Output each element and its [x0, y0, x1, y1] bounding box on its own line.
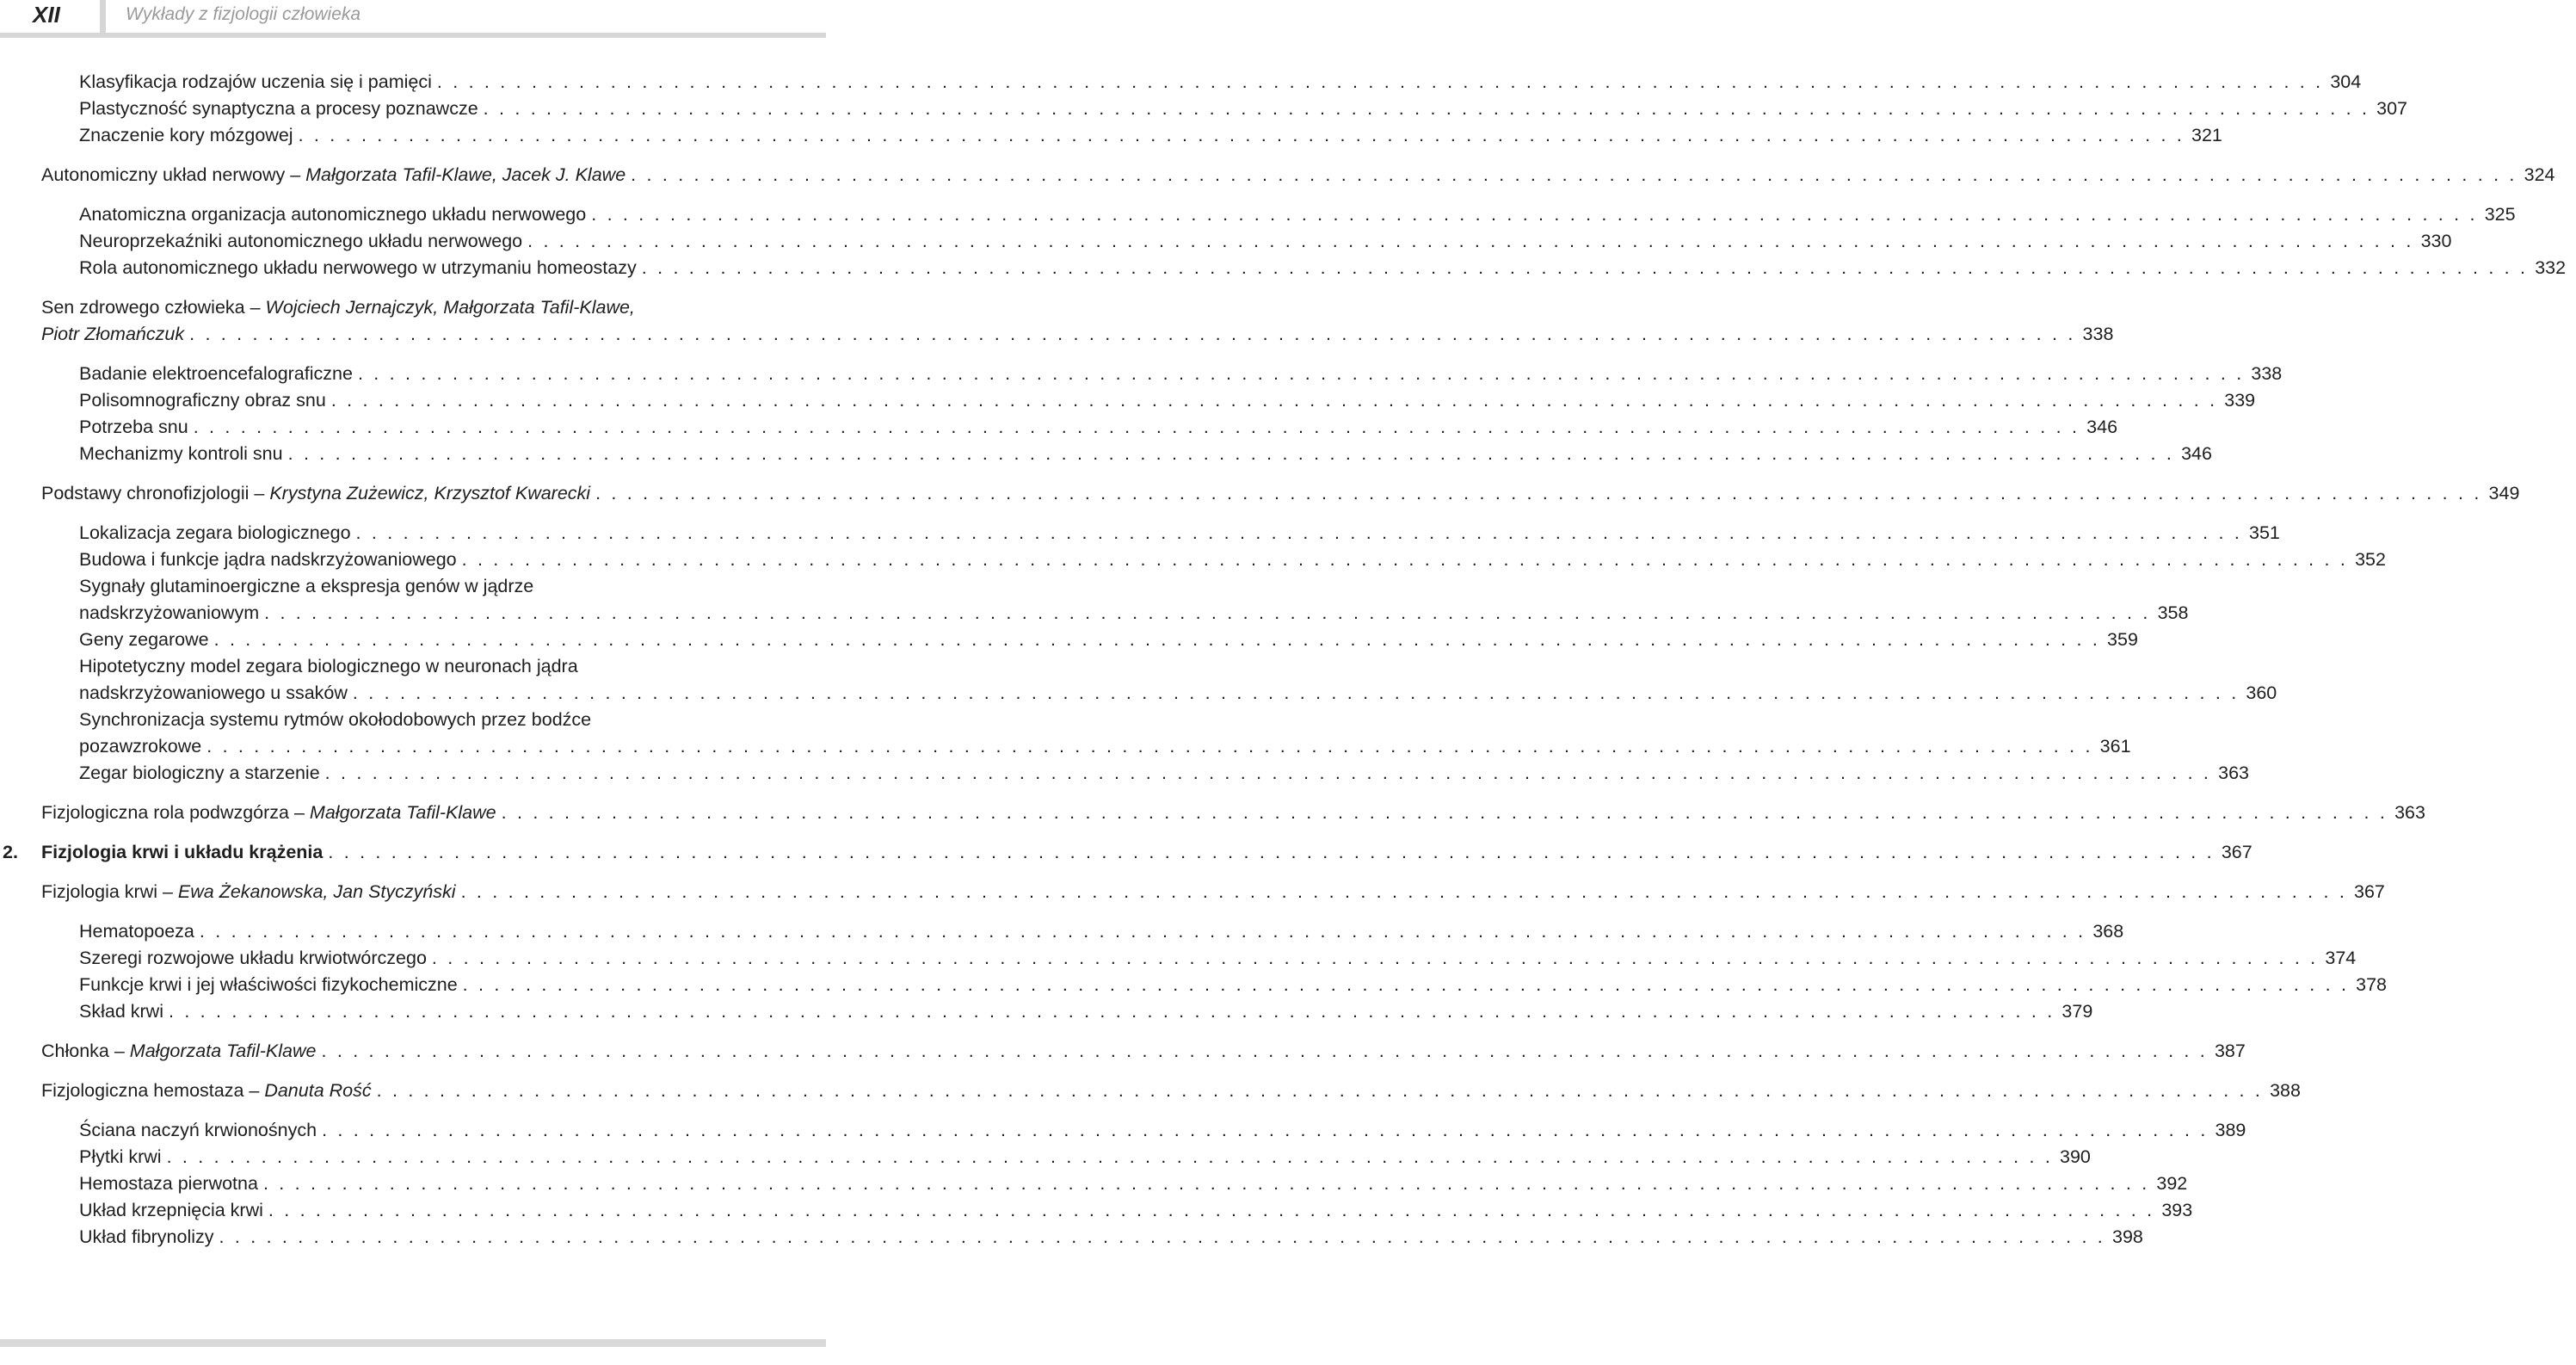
- toc-entry-row: [41, 321, 2114, 348]
- toc-entry-title-cell: [79, 255, 637, 281]
- toc-entry[interactable]: [0, 294, 2114, 348]
- toc-entry-row: [79, 945, 2357, 972]
- toc-entry-title-cell: [79, 680, 348, 707]
- toc-entry-title-cell: [79, 945, 427, 972]
- leader-dots: . . . . . . . . . . . . . . . . . . . . . . . . . . . . . . . . . . . . . . . . . . . . . . . . . . . . . . . . . . . . . . . . . . . . . . . . . . . . . . . . . . . . . . . . . . . . . . . . . . . . . . . . . . . . . . . . . . . . . . . .: [352, 682, 2240, 703]
- toc-entry-title: Polisomnograficzny obraz snu: [79, 390, 326, 411]
- leader-dots: . . . . . . . . . . . . . . . . . . . . . . . . . . . . . . . . . . . . . . . . . . . . . . . . . . . . . . . . . . . . . . . . . . . . . . . . . . . . . . . . . . . . . . . . . . . . . . . . . . . . . . . . . . . . . . . . . . . . . . . .: [287, 443, 2175, 464]
- toc-entry[interactable]: [0, 760, 2249, 787]
- page-number: 359: [2107, 629, 2138, 650]
- page-number: 398: [2111, 1226, 2143, 1247]
- toc-entry-title: Neuroprzekaźniki autonomicznego układu nerwowego: [79, 231, 523, 251]
- toc-entry-title-cell: [79, 1197, 263, 1224]
- toc-entry-title: Układ krzepnięcia krwi: [79, 1200, 263, 1220]
- page-number: 368: [2092, 921, 2124, 942]
- page-number: 339: [2224, 390, 2256, 411]
- toc-entry[interactable]: [0, 520, 2280, 547]
- toc-entry-row: [41, 839, 2252, 866]
- page-number: 351: [2249, 522, 2280, 543]
- leader-dots: . . . . . . . . . . . . . . . . . . . . . . . . . . . . . . . . . . . . . . . . . . . . . . . . . . . . . . . . . . . . . . . . . . . . . . . . . . . . . . . . . . . . . . . . . . . . . . . . . . . . . . . . . . . . . . . . . . . . . . . .: [431, 948, 2319, 968]
- toc-entry[interactable]: [0, 387, 2256, 414]
- book-title: Wykłady z fizjologii człowieka: [126, 4, 361, 24]
- toc-entry-title-cell: [79, 122, 293, 149]
- toc-entry-row: [79, 760, 2249, 787]
- toc-entry[interactable]: [0, 1144, 2091, 1170]
- toc-entry-row: [79, 255, 2567, 281]
- toc-entry-title-cell: [79, 547, 457, 573]
- toc-entry-row: [79, 1197, 2193, 1224]
- page-number: 361: [2099, 736, 2131, 757]
- header-divider: [100, 0, 106, 33]
- toc-entry-title: Budowa i funkcje jądra nadskrzyżowaniowego: [79, 549, 457, 570]
- page-number: 358: [2157, 602, 2189, 623]
- toc-entry[interactable]: [0, 480, 2520, 507]
- toc-spacer: [0, 866, 826, 879]
- toc-entry-title-cell: [79, 998, 163, 1025]
- leader-dots: . . . . . . . . . . . . . . . . . . . . . . . . . . . . . . . . . . . . . . . . . . . . . . . . . . . . . . . . . . . . . . . . . . . . . . . . . . . . . . . . . . . . . . . . . . . . . . . . . . . . . . . . . . . . . . . . . . . . . . . .: [436, 71, 2324, 92]
- toc-entry-title-cell: Fizjologiczna hemostaza – Danuta Rość: [41, 1080, 372, 1101]
- toc-entry-title-cell: [79, 387, 326, 414]
- toc-entry-title: Badanie elektroencefalograficzne: [79, 363, 353, 384]
- toc-entry-row: [79, 972, 2387, 998]
- toc-entry[interactable]: [0, 1117, 2246, 1144]
- section-number: 2.: [3, 842, 18, 862]
- leader-dots: . . . . . . . . . . . . . . . . . . . . . . . . . . . . . . . . . . . . . . . . . . . . . . . . . . . . . . . . . . . . . . . . . . . . . . . . . . . . . . . . . . . . . . . . . . . . . . . . . . . . . . . . . . . . . . . . . . . . . . . .: [199, 921, 2086, 942]
- toc-entry-title-cell: [79, 1117, 317, 1144]
- toc-entry-row: [79, 441, 2212, 467]
- page-number: 363: [2394, 802, 2425, 823]
- toc-entry[interactable]: [0, 918, 2124, 945]
- page-number: 392: [2156, 1173, 2188, 1194]
- leader-dots: . . . . . . . . . . . . . . . . . . . . . . . . . . . . . . . . . . . . . . . . . . . . . . . . . . . . . . . . . . . . . . . . . . . . . . . . . . . . . . . . . . . . . . . . . . . . . . . . . . . . . . . . . . . . . . . . . . . . . . . .: [322, 1120, 2209, 1140]
- toc-entry[interactable]: [0, 122, 2222, 149]
- toc-spacer: [0, 467, 826, 480]
- toc-spacer: [0, 905, 826, 918]
- toc-entry-row: [79, 998, 2093, 1025]
- toc-entry-row: [79, 918, 2124, 945]
- page-number: 360: [2246, 682, 2277, 703]
- toc-entry-row: [79, 228, 2452, 255]
- toc-entry-title-cell: [41, 839, 323, 866]
- toc-entry-row: [79, 520, 2280, 547]
- toc-entry-title-cell: [79, 918, 194, 945]
- toc-entry-title-cell: [79, 1224, 214, 1251]
- leader-dots: . . . . . . . . . . . . . . . . . . . . . . . . . . . . . . . . . . . . . . . . . . . . . . . . . . . . . . . . . . . . . . . . . . . . . . . . . . . . . . . . . . . . . . . . . . . . . . . . . . . . . . . . . . . . . . . . . . . . . . . .: [328, 842, 2215, 862]
- leader-dots: . . . . . . . . . . . . . . . . . . . . . . . . . . . . . . . . . . . . . . . . . . . . . . . . . . . . . . . . . . . . . . . . . . . . . . . . . . . . . . . . . . . . . . . . . . . . . . . . . . . . . . . . . . . . . . . . . . . . . . . .: [595, 483, 2482, 503]
- toc-entry-title-cell: [79, 600, 259, 627]
- footer-rule: [0, 1339, 826, 1347]
- leader-dots: . . . . . . . . . . . . . . . . . . . . . . . . . . . . . . . . . . . . . . . . . . . . . . . . . . . . . . . . . . . . . . . . . . . . . . . . . . . . . . . . . . . . . . . . . . . . . . . . . . . . . . . . . . . . . . . . . . . . . . . .: [641, 257, 2529, 278]
- toc-entry-title-cell: [79, 69, 432, 96]
- toc-entry[interactable]: [0, 707, 2131, 760]
- page-number: 325: [2484, 204, 2516, 225]
- toc-entry[interactable]: [0, 228, 2452, 255]
- toc-entry-title: Skład krwi: [79, 1001, 163, 1022]
- table-of-contents: [0, 69, 2567, 1251]
- toc-entry-row: [79, 387, 2256, 414]
- leader-dots: . . . . . . . . . . . . . . . . . . . . . . . . . . . . . . . . . . . . . . . . . . . . . . . . . . . . . . . . . . . . . . . . . . . . . . . . . . . . . . . . . . . . . . . . . . . . . . . . . . . . . . . . . . . . . . . . . . . . . . . .: [189, 324, 2076, 344]
- toc-entry-authors: Małgorzata Tafil-Klawe: [309, 802, 496, 823]
- toc-entry-row: [79, 1117, 2246, 1144]
- toc-entry-authors: Małgorzata Tafil-Klawe: [129, 1041, 317, 1061]
- toc-entry-authors: Krystyna Zużewicz, Krzysztof Kwarecki: [269, 483, 591, 503]
- page-number: 332: [2535, 257, 2567, 278]
- toc-entry-title: Potrzeba snu: [79, 417, 188, 437]
- toc-entry-title-cell: Fizjologiczna rola podwzgórza – Małgorzata Tafil-Klawe: [41, 802, 496, 823]
- toc-entry-title: Klasyfikacja rodzajów uczenia się i pamięci: [79, 71, 432, 92]
- page-number: 367: [2354, 881, 2385, 902]
- page-number: 378: [2356, 974, 2387, 995]
- toc-entry-row: [79, 96, 2407, 122]
- leader-dots: . . . . . . . . . . . . . . . . . . . . . . . . . . . . . . . . . . . . . . . . . . . . . . . . . . . . . . . . . . . . . . . . . . . . . . . . . . . . . . . . . . . . . . . . . . . . . . . . . . . . . . . . . . . . . . . . . . . . . . . .: [501, 802, 2388, 823]
- toc-entry-title: Autonomiczny układ nerwowy: [41, 164, 286, 185]
- leader-dots: . . . . . . . . . . . . . . . . . . . . . . . . . . . . . . . . . . . . . . . . . . . . . . . . . . . . . . . . . . . . . . . . . . . . . . . . . . . . . . . . . . . . . . . . . . . . . . . . . . . . . . . . . . . . . . . . . . . . . . . .: [268, 1200, 2155, 1220]
- toc-entry-title-cell: [79, 1144, 162, 1170]
- toc-entry-row: [79, 680, 2277, 707]
- toc-entry-row: [79, 122, 2222, 149]
- toc-entry-title-cell: Podstawy chronofizjologii – Krystyna Zużewicz, Krzysztof Kwarecki: [41, 483, 591, 503]
- leader-dots: . . . . . . . . . . . . . . . . . . . . . . . . . . . . . . . . . . . . . . . . . . . . . . . . . . . . . . . . . . . . . . . . . . . . . . . . . . . . . . . . . . . . . . . . . . . . . . . . . . . . . . . . . . . . . . . . . . . . . . . .: [324, 763, 2212, 783]
- toc-spacer: [0, 507, 826, 520]
- toc-entry-title: Szeregi rozwojowe układu krwiotwórczego: [79, 948, 427, 968]
- page-number: 307: [2376, 98, 2407, 119]
- page-number: 346: [2181, 443, 2212, 464]
- page-number: 379: [2061, 1001, 2093, 1022]
- toc-spacer: [0, 1104, 826, 1117]
- toc-entry-title-cell: [79, 733, 201, 760]
- leader-dots: . . . . . . . . . . . . . . . . . . . . . . . . . . . . . . . . . . . . . . . . . . . . . . . . . . . . . . . . . . . . . . . . . . . . . . . . . . . . . . . . . . . . . . . . . . . . . . . . . . . . . . . . . . . . . . . . . . . . . . . .: [298, 125, 2185, 145]
- toc-entry-title: Funkcje krwi i jej właściwości fizykochemiczne: [79, 974, 458, 995]
- page-number: 330: [2420, 231, 2452, 251]
- page-number-roman: XII: [33, 2, 60, 28]
- page-number: 349: [2488, 483, 2520, 503]
- leader-dots: . . . . . . . . . . . . . . . . . . . . . . . . . . . . . . . . . . . . . . . . . . . . . . . . . . . . . . . . . . . . . . . . . . . . . . . . . . . . . . . . . . . . . . . . . . . . . . . . . . . . . . . . . . . . . . . . . . . . . . . .: [213, 629, 2101, 650]
- toc-entry-title: Lokalizacja zegara biologicznego: [79, 522, 351, 543]
- leader-dots: . . . . . . . . . . . . . . . . . . . . . . . . . . . . . . . . . . . . . . . . . . . . . . . . . . . . . . . . . . . . . . . . . . . . . . . . . . . . . . . . . . . . . . . . . . . . . . . . . . . . . . . . . . . . . . . . . . . . . . . .: [330, 390, 2218, 411]
- toc-entry-title-line: Sen zdrowego człowieka – Wojciech Jernajczyk, Małgorzata Tafil-Klawe,: [41, 297, 635, 318]
- toc-entry[interactable]: [0, 945, 2357, 972]
- page-number: 304: [2330, 71, 2362, 92]
- page-number: 388: [2270, 1080, 2301, 1101]
- toc-entry-authors: Ewa Żekanowska, Jan Styczyński: [177, 881, 456, 902]
- toc-entry[interactable]: [0, 627, 2138, 653]
- toc-entry[interactable]: [0, 1038, 2246, 1065]
- toc-entry-title: Fizjologia krwi i układu krążenia: [41, 842, 324, 862]
- toc-spacer: [0, 826, 826, 839]
- leader-dots: . . . . . . . . . . . . . . . . . . . . . . . . . . . . . . . . . . . . . . . . . . . . . . . . . . . . . . . . . . . . . . . . . . . . . . . . . . . . . . . . . . . . . . . . . . . . . . . . . . . . . . . . . . . . . . . . . . . . . . . .: [462, 974, 2350, 995]
- page-number: 321: [2191, 125, 2222, 145]
- toc-entry[interactable]: [0, 1197, 2193, 1224]
- toc-entry-title-line1: Synchronizacja systemu rytmów okołodobowych przez bodźce: [79, 709, 592, 730]
- toc-entry-title: Znaczenie kory mózgowej: [79, 125, 293, 145]
- toc-entry-title-cell: [79, 414, 188, 441]
- page-number: 387: [2214, 1041, 2246, 1061]
- toc-entry-authors-line2: Piotr Złomańczuk: [41, 324, 185, 344]
- toc-entry-title: Hemostaza pierwotna: [79, 1173, 258, 1194]
- toc-entry-title: Rola autonomicznego układu nerwowego w utrzymaniu homeostazy: [79, 257, 637, 278]
- page-number: 363: [2218, 763, 2249, 783]
- toc-entry-row: [79, 69, 2362, 96]
- leader-dots: . . . . . . . . . . . . . . . . . . . . . . . . . . . . . . . . . . . . . . . . . . . . . . . . . . . . . . . . . . . . . . . . . . . . . . . . . . . . . . . . . . . . . . . . . . . . . . . . . . . . . . . . . . . . . . . . . . . . . . . .: [355, 522, 2242, 543]
- leader-dots: . . . . . . . . . . . . . . . . . . . . . . . . . . . . . . . . . . . . . . . . . . . . . . . . . . . . . . . . . . . . . . . . . . . . . . . . . . . . . . . . . . . . . . . . . . . . . . . . . . . . . . . . . . . . . . . . . . . . . . . .: [357, 363, 2245, 384]
- page-number: 338: [2251, 363, 2283, 384]
- toc-entry-title: Zegar biologiczny a starzenie: [79, 763, 320, 783]
- toc-entry-title: Chłonka: [41, 1041, 109, 1061]
- toc-entry-row: [41, 480, 2520, 507]
- page-number: 338: [2082, 324, 2114, 344]
- toc-entry-title-cell: [79, 96, 478, 122]
- toc-spacer: [0, 1065, 826, 1078]
- toc-entry-row: [41, 800, 2425, 826]
- page-number: 374: [2325, 948, 2357, 968]
- toc-entry-title-cell: [79, 972, 458, 998]
- toc-entry-row: [41, 162, 2555, 188]
- leader-dots: . . . . . . . . . . . . . . . . . . . . . . . . . . . . . . . . . . . . . . . . . . . . . . . . . . . . . . . . . . . . . . . . . . . . . . . . . . . . . . . . . . . . . . . . . . . . . . . . . . . . . . . . . . . . . . . . . . . . . . . .: [591, 204, 2478, 225]
- toc-entry-row: [79, 201, 2516, 228]
- toc-entry-title-cell: [41, 321, 184, 348]
- toc-entry[interactable]: [0, 255, 2567, 281]
- toc-entry-authors: Wojciech Jernajczyk, Małgorzata Tafil-Klawe,: [265, 297, 635, 318]
- toc-entry-row: [79, 600, 2189, 627]
- page-number: 367: [2221, 842, 2252, 862]
- leader-dots: . . . . . . . . . . . . . . . . . . . . . . . . . . . . . . . . . . . . . . . . . . . . . . . . . . . . . . . . . . . . . . . . . . . . . . . . . . . . . . . . . . . . . . . . . . . . . . . . . . . . . . . . . . . . . . . . . . . . . . . .: [631, 164, 2517, 185]
- toc-entry-row: [79, 1224, 2143, 1251]
- toc-entry-title: Plastyczność synaptyczna a procesy poznawcze: [79, 98, 478, 119]
- page-number: 346: [2086, 417, 2118, 437]
- toc-entry-title-cell: [79, 441, 283, 467]
- toc-entry[interactable]: [0, 201, 2516, 228]
- toc-entry[interactable]: [0, 96, 2407, 122]
- toc-entry-authors: Danuta Rość: [264, 1080, 372, 1101]
- toc-spacer: [0, 1025, 826, 1038]
- toc-entry-title-cell: Chłonka – Małgorzata Tafil-Klawe: [41, 1041, 317, 1061]
- toc-entry[interactable]: [0, 361, 2283, 387]
- toc-spacer: [0, 149, 826, 162]
- toc-entry[interactable]: [0, 162, 2555, 188]
- page-number: 393: [2161, 1200, 2193, 1220]
- toc-spacer: [0, 281, 826, 294]
- toc-entry[interactable]: [0, 800, 2425, 826]
- toc-entry-title: Układ fibrynolizy: [79, 1226, 214, 1247]
- leader-dots: . . . . . . . . . . . . . . . . . . . . . . . . . . . . . . . . . . . . . . . . . . . . . . . . . . . . . . . . . . . . . . . . . . . . . . . . . . . . . . . . . . . . . . . . . . . . . . . . . . . . . . . . . . . . . . . . . . . . . . . .: [321, 1041, 2208, 1061]
- toc-entry-row: [79, 1170, 2188, 1197]
- leader-dots: . . . . . . . . . . . . . . . . . . . . . . . . . . . . . . . . . . . . . . . . . . . . . . . . . . . . . . . . . . . . . . . . . . . . . . . . . . . . . . . . . . . . . . . . . . . . . . . . . . . . . . . . . . . . . . . . . . . . . . . .: [219, 1226, 2105, 1247]
- toc-entry-title-cell: Autonomiczny układ nerwowy – Małgorzata Tafil-Klawe, Jacek J. Klawe: [41, 164, 626, 185]
- leader-dots: . . . . . . . . . . . . . . . . . . . . . . . . . . . . . . . . . . . . . . . . . . . . . . . . . . . . . . . . . . . . . . . . . . . . . . . . . . . . . . . . . . . . . . . . . . . . . . . . . . . . . . . . . . . . . . . . . . . . . . . .: [166, 1146, 2054, 1167]
- toc-entry-title-line2: nadskrzyżowaniowym: [79, 602, 260, 623]
- leader-dots: . . . . . . . . . . . . . . . . . . . . . . . . . . . . . . . . . . . . . . . . . . . . . . . . . . . . . . . . . . . . . . . . . . . . . . . . . . . . . . . . . . . . . . . . . . . . . . . . . . . . . . . . . . . . . . . . . . . . . . . .: [461, 549, 2349, 570]
- toc-entry-row: [41, 1038, 2246, 1065]
- toc-entry-row: [41, 879, 2385, 905]
- toc-entry-row: [79, 361, 2283, 387]
- toc-entry[interactable]: [0, 998, 2093, 1025]
- toc-entry-row: [79, 1144, 2091, 1170]
- toc-entry-title: Geny zegarowe: [79, 629, 209, 650]
- toc-entry-title: Fizjologiczna hemostaza: [41, 1080, 244, 1101]
- toc-entry-title-cell: [79, 228, 522, 255]
- toc-entry-row: [79, 627, 2138, 653]
- leader-dots: . . . . . . . . . . . . . . . . . . . . . . . . . . . . . . . . . . . . . . . . . . . . . . . . . . . . . . . . . . . . . . . . . . . . . . . . . . . . . . . . . . . . . . . . . . . . . . . . . . . . . . . . . . . . . . . . . . . . . . . .: [527, 231, 2414, 251]
- toc-entry-title: Mechanizmy kontroli snu: [79, 443, 283, 464]
- toc-entry-title: Ściana naczyń krwionośnych: [79, 1120, 317, 1140]
- toc-entry-title: Fizjologiczna rola podwzgórza: [41, 802, 290, 823]
- toc-entry[interactable]: [0, 69, 2362, 96]
- leader-dots: . . . . . . . . . . . . . . . . . . . . . . . . . . . . . . . . . . . . . . . . . . . . . . . . . . . . . . . . . . . . . . . . . . . . . . . . . . . . . . . . . . . . . . . . . . . . . . . . . . . . . . . . . . . . . . . . . . . . . . . .: [483, 98, 2370, 119]
- page-number: 324: [2524, 164, 2555, 185]
- leader-dots: . . . . . . . . . . . . . . . . . . . . . . . . . . . . . . . . . . . . . . . . . . . . . . . . . . . . . . . . . . . . . . . . . . . . . . . . . . . . . . . . . . . . . . . . . . . . . . . . . . . . . . . . . . . . . . . . . . . . . . . .: [168, 1001, 2055, 1022]
- toc-entry-title-line1: Sygnały glutaminoergiczne a ekspresja genów w jądrze: [79, 576, 534, 596]
- leader-dots: . . . . . . . . . . . . . . . . . . . . . . . . . . . . . . . . . . . . . . . . . . . . . . . . . . . . . . . . . . . . . . . . . . . . . . . . . . . . . . . . . . . . . . . . . . . . . . . . . . . . . . . . . . . . . . . . . . . . . . . .: [264, 602, 2151, 623]
- toc-entry-title-line1: Hipotetyczny model zegara biologicznego w neuronach jądra: [79, 656, 578, 676]
- toc-entry-row: [41, 1078, 2301, 1104]
- toc-entry-authors: Małgorzata Tafil-Klawe, Jacek J. Klawe: [305, 164, 626, 185]
- toc-entry[interactable]: [0, 839, 2252, 866]
- leader-dots: . . . . . . . . . . . . . . . . . . . . . . . . . . . . . . . . . . . . . . . . . . . . . . . . . . . . . . . . . . . . . . . . . . . . . . . . . . . . . . . . . . . . . . . . . . . . . . . . . . . . . . . . . . . . . . . . . . . . . . . .: [376, 1080, 2264, 1101]
- page-number: 389: [2215, 1120, 2246, 1140]
- toc-spacer: [0, 348, 826, 361]
- toc-entry-title-cell: [79, 1170, 258, 1197]
- toc-entry-title-line2: pozawzrokowe: [79, 736, 202, 757]
- toc-entry[interactable]: [0, 1078, 2301, 1104]
- toc-entry[interactable]: [0, 653, 2277, 707]
- toc-entry-title: Hematopoeza: [79, 921, 194, 942]
- toc-entry-title-cell: [79, 361, 353, 387]
- toc-entry[interactable]: [0, 1224, 2143, 1251]
- toc-entry-title-cell: [79, 627, 209, 653]
- toc-entry-title-line2: nadskrzyżowaniowego u ssaków: [79, 682, 348, 703]
- toc-entry-title: Płytki krwi: [79, 1146, 162, 1167]
- toc-entry-row: [79, 733, 2131, 760]
- page-number: 352: [2355, 549, 2386, 570]
- toc-entry[interactable]: [0, 573, 2189, 627]
- toc-entry-row: [79, 414, 2118, 441]
- toc-entry[interactable]: [0, 441, 2212, 467]
- toc-spacer: [0, 188, 826, 201]
- leader-dots: . . . . . . . . . . . . . . . . . . . . . . . . . . . . . . . . . . . . . . . . . . . . . . . . . . . . . . . . . . . . . . . . . . . . . . . . . . . . . . . . . . . . . . . . . . . . . . . . . . . . . . . . . . . . . . . . . . . . . . . .: [460, 881, 2348, 902]
- toc-entry-title-cell: [79, 760, 320, 787]
- toc-entry[interactable]: [0, 1170, 2188, 1197]
- toc-entry-row: [79, 547, 2386, 573]
- toc-entry[interactable]: [0, 414, 2118, 441]
- toc-entry-title-cell: [79, 520, 351, 547]
- toc-entry-title: Fizjologia krwi: [41, 881, 158, 902]
- toc-entry-title: Podstawy chronofizjologii: [41, 483, 250, 503]
- toc-entry[interactable]: [0, 547, 2386, 573]
- toc-entry-title-cell: [79, 201, 586, 228]
- header-rule: [0, 33, 826, 38]
- toc-entry-title: Anatomiczna organizacja autonomicznego układu nerwowego: [79, 204, 587, 225]
- toc-entry-title: Sen zdrowego człowieka: [41, 297, 245, 318]
- toc-entry[interactable]: [0, 879, 2385, 905]
- leader-dots: . . . . . . . . . . . . . . . . . . . . . . . . . . . . . . . . . . . . . . . . . . . . . . . . . . . . . . . . . . . . . . . . . . . . . . . . . . . . . . . . . . . . . . . . . . . . . . . . . . . . . . . . . . . . . . . . . . . . . . . .: [262, 1173, 2150, 1194]
- page-header: [0, 0, 826, 41]
- page-number: 390: [2060, 1146, 2091, 1167]
- toc-entry-title-cell: Fizjologia krwi – Ewa Żekanowska, Jan Styczyński: [41, 881, 456, 902]
- toc-entry[interactable]: [0, 972, 2387, 998]
- toc-spacer: [0, 787, 826, 800]
- leader-dots: . . . . . . . . . . . . . . . . . . . . . . . . . . . . . . . . . . . . . . . . . . . . . . . . . . . . . . . . . . . . . . . . . . . . . . . . . . . . . . . . . . . . . . . . . . . . . . . . . . . . . . . . . . . . . . . . . . . . . . . .: [193, 417, 2080, 437]
- leader-dots: . . . . . . . . . . . . . . . . . . . . . . . . . . . . . . . . . . . . . . . . . . . . . . . . . . . . . . . . . . . . . . . . . . . . . . . . . . . . . . . . . . . . . . . . . . . . . . . . . . . . . . . . . . . . . . . . . . . . . . . .: [206, 736, 2093, 757]
